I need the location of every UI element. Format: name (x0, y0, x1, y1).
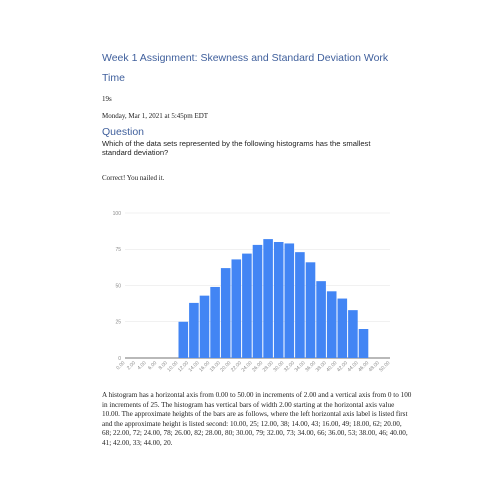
question-heading: Question (102, 126, 145, 138)
histogram-bar (348, 310, 358, 358)
x-tick-label: 16.00 (198, 360, 212, 374)
histogram-bar (242, 254, 252, 358)
y-tick-label: 25 (115, 319, 121, 326)
x-tick-label: 4.00 (136, 360, 148, 372)
x-tick-label: 32.00 (282, 360, 297, 374)
x-tick-label: 22.00 (229, 360, 244, 374)
histogram-bar (179, 322, 189, 358)
histogram-bar (316, 281, 326, 358)
histogram-bar (359, 329, 369, 358)
y-tick-label: 75 (115, 247, 121, 254)
x-tick-label: 44.00 (346, 360, 360, 374)
x-tick-label: 36.00 (304, 360, 318, 374)
feedback-text: Correct! You nailed it. (102, 174, 165, 182)
x-tick-label: 24.00 (240, 360, 254, 374)
x-tick-label: 34.00 (293, 360, 307, 374)
histogram-bar (263, 239, 273, 358)
x-tick-label: 42.00 (335, 360, 350, 374)
submitted-timestamp: Monday, Mar 1, 2021 at 5:45pm EDT (102, 112, 209, 120)
question-text: Which of the data sets represented by the following histograms has the smallest standard deviation? (102, 139, 371, 158)
x-tick-label: 48.00 (367, 360, 381, 374)
chart-description: A histogram has a horizontal axis from 0.00 to 50.00 in increments of 2.00 and a vertical axis from 0 to 100 in increments of 25. The histogram has vertical bars of width 2.00 starting at the horizontal axis value 10.00. The approximate heights of the bars are as follows, where the left horizontal axis label is listed first and the approximate height is listed second: 10.00, 25; 12.00, 38; 14.00, 43; 16.00, 49; 18.00, 62; 20.00, 68; 22.00, 72; 24.00, 78; 26.00, 82; 28.00, 80; 30.00, 79; 32.00, 73; 34.00, 66; 36.00, 53; 38.00, 46; 40.00, 41; 42.00, 33; 44.00, 20. (102, 391, 412, 447)
x-tick-label: 28.00 (261, 360, 275, 374)
y-tick-label: 0 (118, 355, 121, 362)
histogram-bar (306, 262, 316, 358)
x-tick-label: 50.00 (378, 360, 392, 374)
x-tick-label: 18.00 (208, 360, 222, 374)
histogram-bar (274, 242, 284, 358)
x-tick-label: 2.00 (125, 360, 138, 372)
x-tick-label: 12.00 (176, 360, 191, 374)
y-tick-label: 50 (115, 283, 121, 290)
x-tick-label: 8.00 (157, 360, 169, 372)
x-tick-label: 6.00 (147, 360, 159, 372)
x-tick-label: 0.00 (115, 360, 127, 372)
x-tick-label: 14.00 (187, 360, 201, 374)
duration-text: 19s (102, 95, 112, 103)
histogram-bar (327, 291, 337, 358)
time-heading: Time (102, 72, 125, 84)
histogram-bar (232, 259, 242, 358)
histogram-bar (210, 287, 220, 358)
x-tick-label: 10.00 (166, 360, 180, 374)
histogram-bar (253, 245, 263, 358)
y-tick-label: 100 (112, 210, 121, 217)
x-tick-label: 26.00 (251, 360, 265, 374)
histogram-bar (200, 296, 210, 358)
histogram-bar (338, 299, 348, 358)
assignment-title: Week 1 Assignment: Skewness and Standard Deviation Work (102, 52, 389, 64)
x-tick-label: 30.00 (272, 360, 286, 374)
histogram-bar (221, 268, 231, 358)
x-tick-label: 46.00 (357, 360, 371, 374)
histogram-bar (295, 252, 305, 358)
x-tick-label: 20.00 (219, 360, 233, 374)
histogram-chart (110, 200, 400, 380)
x-tick-label: 38.00 (314, 360, 328, 374)
histogram-bar (285, 243, 295, 358)
x-tick-label: 40.00 (325, 360, 339, 374)
histogram-bar (189, 303, 199, 358)
